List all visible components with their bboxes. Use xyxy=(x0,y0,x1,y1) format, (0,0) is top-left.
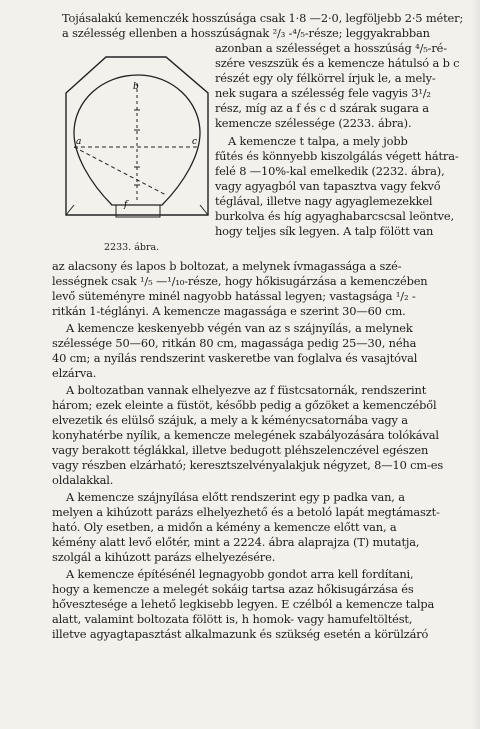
text-line: alatt, valamint boltozata fölött is, h homok- vagy hamufeltöltést, xyxy=(52,612,413,626)
text-line: ható. Oly esetben, a midőn a kémény a kemencze előtt van, a xyxy=(52,520,397,534)
text-line: elvezetik és elülső szájuk, a mely a k kéménycsatornába vagy a xyxy=(52,413,408,427)
text-line: vagy részben elzárható; keresztszelvényalakjuk négyzet, 8—10 cm-es xyxy=(52,458,444,472)
text-line: kémény alatt levő előtér, mint a 2224. ábra alaprajza (T) mutatja, xyxy=(52,535,420,549)
text-line: az alacsony és lapos b boltozat, a melynek ívmagassága a szé- xyxy=(52,259,402,273)
text-line: oldalakkal. xyxy=(52,473,114,487)
text-line: illetve agyagtapasztást alkalmazunk és szükség esetén a körülzáró xyxy=(52,627,429,641)
text-line: hogy a kemencze a melegét sokáig tartsa azaz hőkisugárzása és xyxy=(52,582,414,596)
text-line: kemencze szélessége (2233. ábra). xyxy=(215,116,412,130)
text-line: a szélesség ellenben a hosszúságnak ²/₃ -⁴/₅-része; leggyakrabban xyxy=(62,26,430,40)
text-line: levő süteményre minél nagyobb hatással legyen; vastagsága ¹/₂ - xyxy=(52,289,416,303)
text-line: szolgál a kihúzott parázs elhelyezésére. xyxy=(52,550,276,564)
oven-plan-drawing xyxy=(58,55,216,235)
text-line: hogy teljes sík legyen. A talp fölött van xyxy=(215,224,434,238)
text-line: fűtés és könnyebb kiszolgálás végett hátra- xyxy=(215,149,459,163)
text-line: felé 8 —10%-kal emelkedik (2232. ábra), xyxy=(215,164,445,178)
text-line: rész, míg az a f és c d szárak sugara a xyxy=(215,101,429,115)
figure-caption: 2233. ábra. xyxy=(104,242,160,253)
text-line: lességnek csak ¹/₅ —¹/₁₀-része, hogy hőkisugárzása a kemenczében xyxy=(52,274,428,288)
text-line: nek sugara a szélesség fele vagyis 3¹/₂ xyxy=(215,86,431,100)
text-line: burkolva és híg agyaghabarcscsal leöntve, xyxy=(215,209,454,223)
text-line: szére veszszük és a kemencze hátulsó a b c xyxy=(215,56,460,70)
text-line: 40 cm; a nyílás rendszerint vaskeretbe van foglalva és vasajtóval xyxy=(52,351,418,365)
text-line: ritkán 1-téglányi. A kemencze magassága e szerint 30—60 cm. xyxy=(52,304,406,318)
text-line: hővesztesége a lehető legkisebb legyen. E czélból a kemencze talpa xyxy=(52,597,435,611)
text-line: részét egy oly félkörrel írjuk le, a mely- xyxy=(215,71,436,85)
wall-corner-marks xyxy=(66,205,208,215)
text-line: azonban a szélességet a hosszúság ⁴/₅-ré- xyxy=(215,41,447,55)
label-a: a xyxy=(76,137,82,147)
label-c: c xyxy=(192,137,198,147)
text-line: szélessége 50—60, ritkán 80 cm, magassága pedig 25—30, néha xyxy=(52,336,417,350)
text-line: konyhatérbe nyílik, a kemencze melegének szabályozására tolókával xyxy=(52,428,439,442)
text-line: vagy berakott téglákkal, illetve bedugott pléhszelenczével egészen xyxy=(52,443,429,457)
label-b: b xyxy=(133,82,139,92)
text-line: A kemencze szájnyílása előtt rendszerint egy p padka van, a xyxy=(66,490,405,504)
text-line: Tojásalakú kemenczék hosszúsága csak 1·8 —2·0, legföljebb 2·5 méter; xyxy=(62,11,464,25)
text-line: A kemencze keskenyebb végén van az s szájnyílás, a melynek xyxy=(66,321,413,335)
radius-line xyxy=(74,147,166,195)
text-line: A kemencze építésénél legnagyobb gondot arra kell fordítani, xyxy=(66,567,414,581)
text-line: A kemencze t talpa, a mely jobb xyxy=(228,134,408,148)
text-line: A boltozatban vannak elhelyezve az f füstcsatornák, rendszerint xyxy=(66,383,427,397)
page-edge-shadow xyxy=(472,0,480,729)
oven-plan-figure xyxy=(58,55,216,235)
text-line: téglával, illetve nagy agyaglemezekkel xyxy=(215,194,433,208)
text-line: melyen a kihúzott parázs elhelyezhető és a betoló lapát megtámaszt- xyxy=(52,505,440,519)
label-f: f xyxy=(124,200,128,210)
text-line: három; ezek eleinte a füstöt, később pedig a gőzöket a kemenczéből xyxy=(52,398,437,412)
text-line: elzárva. xyxy=(52,366,97,380)
text-line: vagy agyagból van tapasztva vagy fekvő xyxy=(215,179,441,193)
